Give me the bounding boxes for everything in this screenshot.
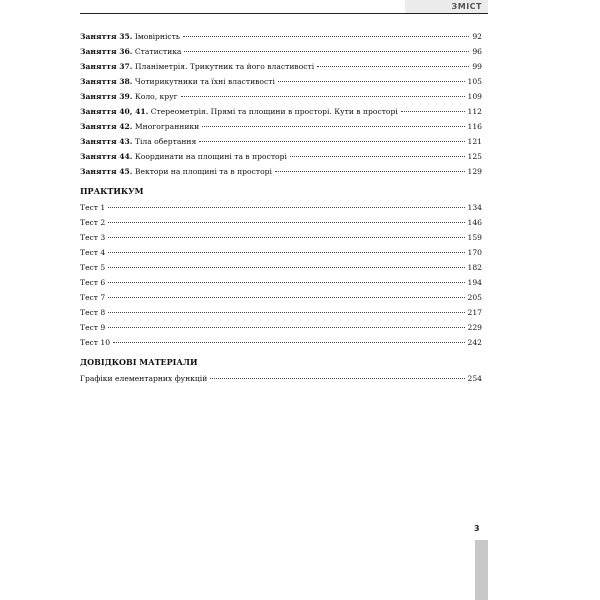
toc-entry-page: 229 [467,323,482,332]
toc-entry-title: Тест 1 [80,203,106,212]
toc-entry-label [80,260,105,275]
toc-entry-label [80,119,199,134]
toc-entry[interactable] [80,230,482,245]
dot-leader [108,327,464,328]
dot-leader [184,51,469,52]
toc-entry-title: Тест 6 [80,278,106,287]
toc-entry-prefix: Заняття 40, 41. [80,107,149,116]
toc-entry-label [80,134,196,149]
dot-leader [108,312,464,313]
dot-leader [317,66,469,67]
dot-leader [290,156,465,157]
dot-leader [202,126,464,127]
toc-entry-page: 109 [467,92,482,101]
toc-entry[interactable] [80,29,482,44]
toc-entry-label [80,335,110,350]
toc-entry-label [80,74,275,89]
toc-entry[interactable] [80,119,482,134]
dot-leader [108,282,464,283]
toc-entry-page: 170 [467,248,482,257]
toc-entry-label [80,149,287,164]
header-rule [80,13,488,14]
practicum-list [80,200,482,350]
toc-entry-title: Тест 7 [80,293,106,302]
practicum-heading: ПРАКТИКУМ [80,186,144,196]
dot-leader [108,207,464,208]
toc-entry-title: Чотирикутники та їхні властивості [134,77,275,86]
toc-entry-prefix: Заняття 45. [80,167,133,176]
dot-leader [113,342,464,343]
toc-entry-page: 242 [467,338,482,347]
toc-entry-label [80,320,105,335]
toc-entry-page: 92 [472,32,482,41]
dot-leader [108,252,464,253]
toc-entry-label [80,164,272,179]
toc-entry[interactable] [80,245,482,260]
toc-entry-label [80,44,181,59]
page-number: 3 [474,524,480,533]
toc-entry-label [80,29,180,44]
toc-entry-title: Тест 2 [80,218,106,227]
toc-entry-prefix: Заняття 38. [80,77,133,86]
dot-leader [108,222,464,223]
toc-entry[interactable] [80,74,482,89]
toc-entry-title: Тест 4 [80,248,106,257]
lessons-list [80,29,482,179]
dot-leader [275,171,465,172]
toc-entry-page: 217 [467,308,482,317]
dot-leader [108,297,464,298]
toc-entry-label [80,230,105,245]
toc-entry-prefix: Заняття 42. [80,122,133,131]
toc-entry-prefix: Заняття 43. [80,137,133,146]
toc-entry[interactable] [80,320,482,335]
toc-entry-label [80,200,105,215]
toc-entry-title: Статистика [134,47,182,56]
toc-entry-title: Вектори на площині та в просторі [134,167,272,176]
reference-list [80,371,482,386]
reference-heading: ДОВІДКОВІ МАТЕРІАЛИ [80,357,198,367]
toc-entry-label [80,275,105,290]
toc-entry[interactable] [80,260,482,275]
toc-entry-title: Графіки елементарних функцій [80,374,208,383]
toc-entry-title: Тест 3 [80,233,106,242]
toc-entry-title: Многогранники [134,122,200,131]
toc-entry[interactable] [80,134,482,149]
toc-entry-page: 105 [467,77,482,86]
toc-entry-page: 129 [467,167,482,176]
toc-entry[interactable] [80,104,482,119]
toc-entry-label [80,59,314,74]
toc-entry-label [80,245,105,260]
toc-entry[interactable] [80,59,482,74]
toc-entry[interactable] [80,335,482,350]
dot-leader [210,378,464,379]
thumb-tab [475,540,488,600]
toc-entry-page: 112 [467,107,482,116]
toc-entry[interactable] [80,164,482,179]
toc-entry-page: 194 [467,278,482,287]
toc-entry-title: Тест 8 [80,308,106,317]
toc-entry[interactable] [80,200,482,215]
toc-entry-prefix: Заняття 36. [80,47,133,56]
toc-entry-prefix: Заняття 35. [80,32,133,41]
section-header: ЗМІСТ [405,0,488,13]
toc-entry-prefix: Заняття 44. [80,152,133,161]
toc-entry-label [80,89,178,104]
toc-entry[interactable] [80,371,482,386]
toc-entry-title: Тіла обертання [134,137,197,146]
toc-entry-page: 121 [467,137,482,146]
toc-entry-page: 205 [467,293,482,302]
toc-entry-title: Тест 10 [80,338,111,347]
toc-entry-page: 134 [467,203,482,212]
toc-entry[interactable] [80,44,482,59]
toc-entry-title: Коло, круг [134,92,178,101]
toc-entry-label [80,305,105,320]
toc-entry-title: Планіметрія. Трикутник та його властивості [134,62,315,71]
dot-leader [401,111,465,112]
toc-entry[interactable] [80,89,482,104]
toc-entry-page: 146 [467,218,482,227]
toc-entry-title: Імовірність [134,32,180,41]
toc-entry-page: 96 [472,47,482,56]
toc-entry-page: 125 [467,152,482,161]
dot-leader [108,267,464,268]
toc-entry-page: 99 [472,62,482,71]
toc-entry-label [80,215,105,230]
toc-entry-page: 116 [467,122,482,131]
toc-entry[interactable] [80,149,482,164]
toc-entry-title: Координати на площині та в просторі [134,152,287,161]
toc-entry-page: 159 [467,233,482,242]
table-of-contents [80,29,482,386]
toc-entry-page: 182 [467,263,482,272]
toc-entry-title: Тест 9 [80,323,106,332]
toc-entry-label [80,290,105,305]
toc-entry-page: 254 [467,374,482,383]
dot-leader [183,36,469,37]
dot-leader [199,141,464,142]
toc-entry[interactable] [80,305,482,320]
toc-entry-title: Тест 5 [80,263,106,272]
dot-leader [181,96,465,97]
toc-entry-prefix: Заняття 39. [80,92,133,101]
toc-entry-prefix: Заняття 37. [80,62,133,71]
toc-entry[interactable] [80,215,482,230]
toc-entry-label [80,371,207,386]
toc-entry-title: Стереометрія. Прямі та площини в просторі. Кути в просторі [150,107,398,116]
toc-entry[interactable] [80,290,482,305]
dot-leader [108,237,464,238]
toc-entry-label [80,104,398,119]
dot-leader [278,81,465,82]
toc-entry[interactable] [80,275,482,290]
